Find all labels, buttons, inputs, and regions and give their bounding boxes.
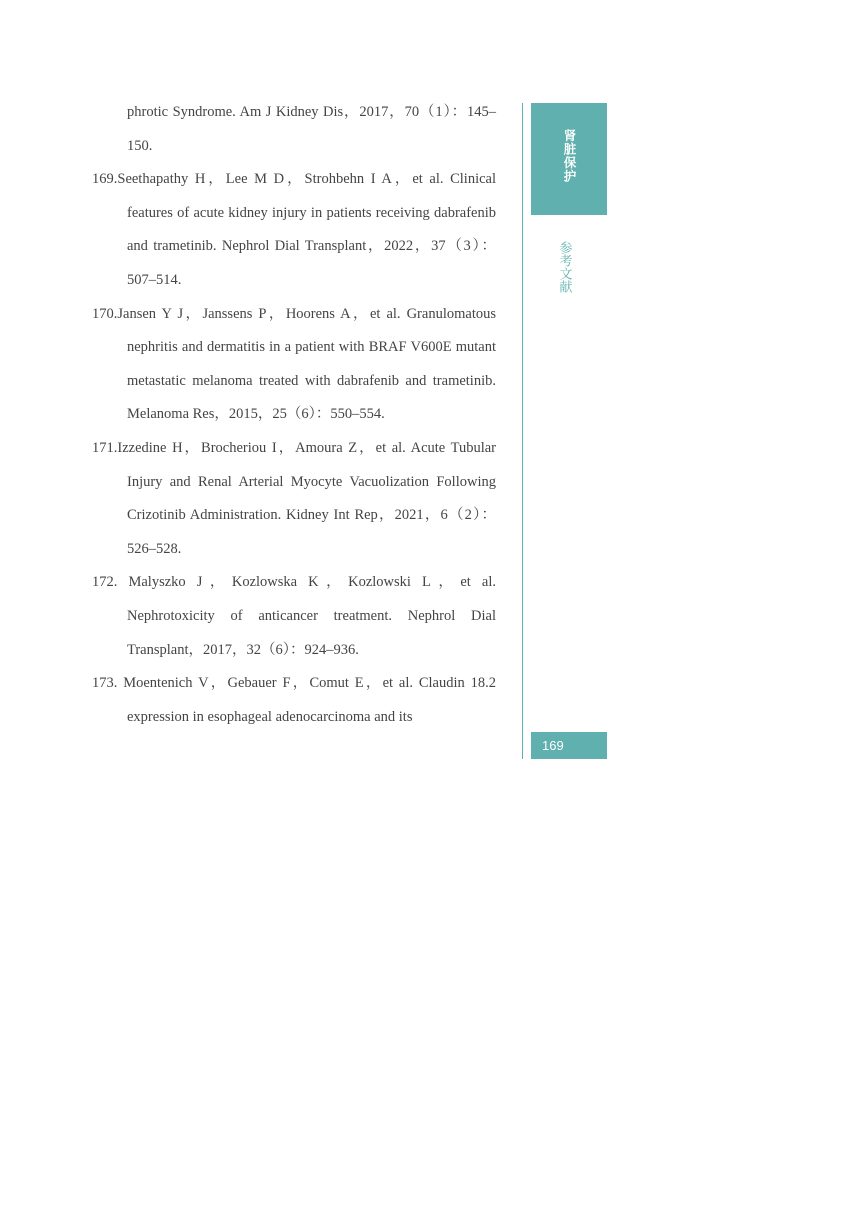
section-title: 参考文献	[556, 241, 572, 293]
reference-entry: 170.Jansen Y J，Janssens P，Hoorens A，et al. Granulomatous nephritis and dermatitis in a patient with BRAF V600E mutant metastatic melanoma treated with dabrafenib and trametinib. Melanoma Res，2015，25（6）：550–554.	[92, 305, 496, 423]
reference-entry: phrotic Syndrome. Am J Kidney Dis，2017，70（1）：145–150.	[127, 104, 496, 154]
reference-entry: 171.Izzedine H，Brocheriou I，Amoura Z，et al. Acute Tubular Injury and Renal Arterial Myocyte Vacuolization Following Crizotinib Administration. Kidney Int Rep，2021，6（2）：526–528.	[92, 439, 496, 557]
margin-divider	[522, 103, 523, 759]
reference-entry: 173. Moentenich V，Gebauer F，Comut E，et al. Claudin 18.2 expression in esophageal adenocarcinoma and its	[92, 675, 496, 725]
reference-entry: 172. Malyszko J，Kozlowska K，Kozlowski L，et al. Nephrotoxicity of anticancer treatment. Nephrol Dial Transplant，2017，32（6）：924–936.	[92, 574, 496, 658]
section-label	[553, 241, 575, 293]
page-number: 169	[531, 732, 607, 759]
reference-list	[92, 96, 496, 734]
reference-entry: 169.Seethapathy H，Lee M D，Strohbehn I A，et al. Clinical features of acute kidney injury in patients receiving dabrafenib and trametinib. Nephrol Dial Transplant，2022，37（3）：507–514.	[92, 171, 496, 288]
chapter-title: 肾脏保护	[562, 129, 577, 183]
chapter-tab	[531, 103, 607, 215]
